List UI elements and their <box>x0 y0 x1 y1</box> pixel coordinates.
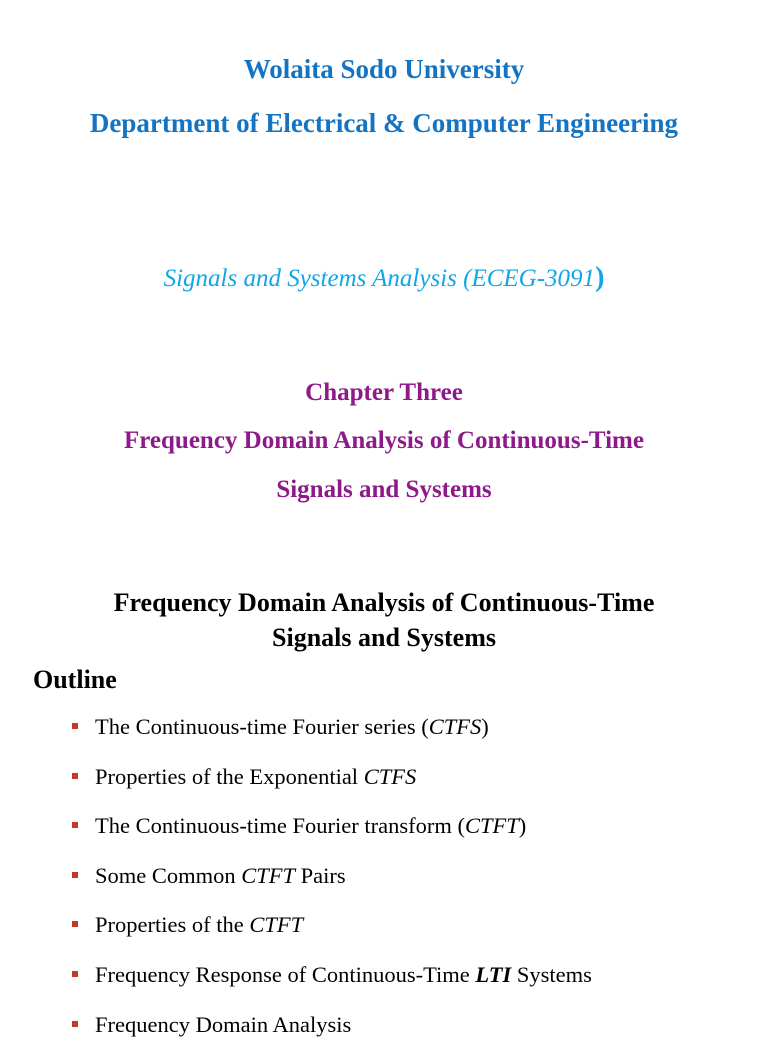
bullet-icon <box>72 822 78 828</box>
outline-item <box>72 813 592 863</box>
outline-item-suffix: Pairs <box>295 862 346 888</box>
outline-item-emphasis: CTFS <box>428 714 482 739</box>
outline-item-text: The Continuous-time Fourier series ( <box>95 714 429 739</box>
outline-list <box>72 714 592 1061</box>
outline-item <box>72 912 592 962</box>
section-title-line2: Signals and Systems <box>272 623 496 652</box>
outline-item-text: Properties of the Exponential <box>95 763 364 789</box>
section-title-line1: Frequency Domain Analysis of Continuous-Time <box>113 588 655 617</box>
outline-item-text: Some Common <box>95 862 242 888</box>
chapter-label: Chapter Three <box>305 379 463 406</box>
outline-item-suffix: Systems <box>511 961 592 987</box>
chapter-title-line1: Frequency Domain Analysis of Continuous-Time <box>124 427 644 454</box>
outline-item-suffix: ) <box>481 714 489 739</box>
course-title-paren: ) <box>595 262 605 293</box>
outline-item-emphasis: CTFT <box>249 912 304 938</box>
outline-item <box>72 863 592 913</box>
outline-item-suffix: ) <box>518 813 527 839</box>
university-name: Wolaita Sodo University <box>243 54 525 84</box>
bullet-icon <box>72 971 78 977</box>
department-name: Department of Electrical & Computer Engineering <box>89 108 679 138</box>
bullet-icon <box>72 872 78 878</box>
bullet-icon <box>72 723 78 729</box>
chapter-title-line2: Signals and Systems <box>276 476 492 503</box>
course-title-text: Signals and Systems Analysis (ECEG-3091 <box>163 265 596 292</box>
outline-item-emphasis: CTFT <box>464 813 519 839</box>
outline-item <box>72 962 592 1012</box>
bullet-icon <box>72 773 78 779</box>
outline-item <box>72 764 592 814</box>
outline-item <box>72 714 592 764</box>
bullet-icon <box>72 921 78 927</box>
outline-item-emphasis: LTI <box>475 961 512 987</box>
outline-item-text: Properties of the <box>95 912 250 938</box>
outline-item-text: Frequency Response of Continuous-Time <box>95 961 476 987</box>
outline-item-emphasis: CTFT <box>241 862 296 888</box>
outline-item-emphasis: CTFS <box>363 763 417 789</box>
outline-item <box>72 1012 592 1061</box>
outline-item-text: Frequency Domain Analysis <box>95 1011 352 1037</box>
course-title <box>0 262 768 294</box>
outline-item-text: The Continuous-time Fourier transform ( <box>95 813 465 839</box>
outline-heading: Outline <box>33 665 117 694</box>
